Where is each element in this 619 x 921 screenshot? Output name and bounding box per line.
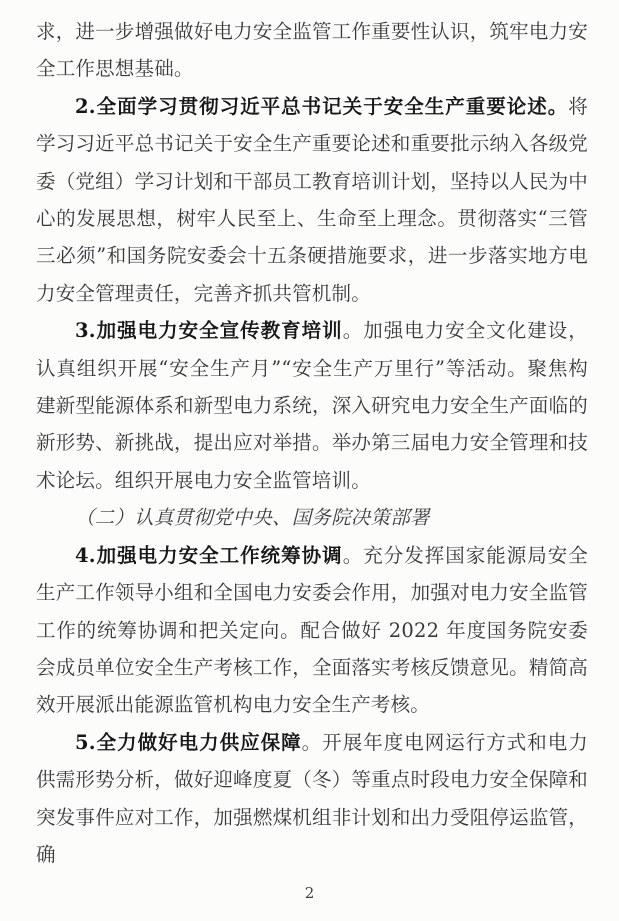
- paragraph-item-4: [36, 537, 588, 724]
- section-heading-2: [36, 499, 588, 536]
- paragraph-item-5: [36, 724, 588, 874]
- paragraph-item-4-heading: 4.加强电力安全工作统筹协调: [75, 543, 343, 567]
- page-number: 2: [304, 884, 315, 902]
- paragraph-item-3: [36, 312, 588, 499]
- paragraph-item-2-heading: 2.全面学习贯彻习近平总书记关于安全生产重要论述。: [75, 94, 569, 118]
- paragraph-continuation: [36, 13, 588, 88]
- paragraph-item-3-heading: 3.加强电力安全宣传教育培训: [75, 319, 343, 343]
- paragraph-item-5-heading: 5.全力做好电力供应保障: [75, 730, 302, 754]
- paragraph-item-2: [36, 88, 588, 312]
- document-body: [36, 13, 588, 873]
- paragraph-item-5-text: 。开展年度电网运行方式和电力供需形势分析，做好迎峰度夏（冬）等重点时段电力安全保障和突发事件应对工作，加强燃煤机组非计划和出力受阻停运监管，确: [36, 730, 588, 866]
- paragraph-continuation-text: 求，进一步增强做好电力安全监管工作重要性认识，筑牢电力安全工作思想基础。: [36, 20, 588, 81]
- paragraph-item-4-text: 。充分发挥国家能源局安全生产工作领导小组和全国电力安委会作用，加强对电力安全监管工作的统筹协调和把关定向。配合做好 2022 年度国务院安委会成员单位安全生产考核工作，全面落实考核反馈意见。精简高效开展派出能源监管机构电力安全生产考核。: [36, 543, 588, 717]
- paragraph-item-3-text: 。加强电力安全文化建设，认真组织开展“安全生产月”“安全生产万里行”等活动。聚焦构建新型能源体系和新型电力系统，深入研究电力安全生产面临的新形势、新挑战，提出应对举措。举办第三届电力安全管理和技术论坛。组织开展电力安全监管培训。: [36, 319, 588, 492]
- section-heading-2-text: （二）认真贯彻党中央、国务院决策部署: [75, 506, 430, 530]
- paragraph-item-2-text: 将学习习近平总书记关于安全生产重要论述和重要批示纳入各级党委（党组）学习计划和干部员工教育培训计划，坚持以人民为中心的发展思想，树牢人民至上、生命至上理念。贯彻落实“三管三必须”和国务院安委会十五条硬措施要求，进一步落实地方电力安全管理责任，完善齐抓共管机制。: [36, 94, 588, 305]
